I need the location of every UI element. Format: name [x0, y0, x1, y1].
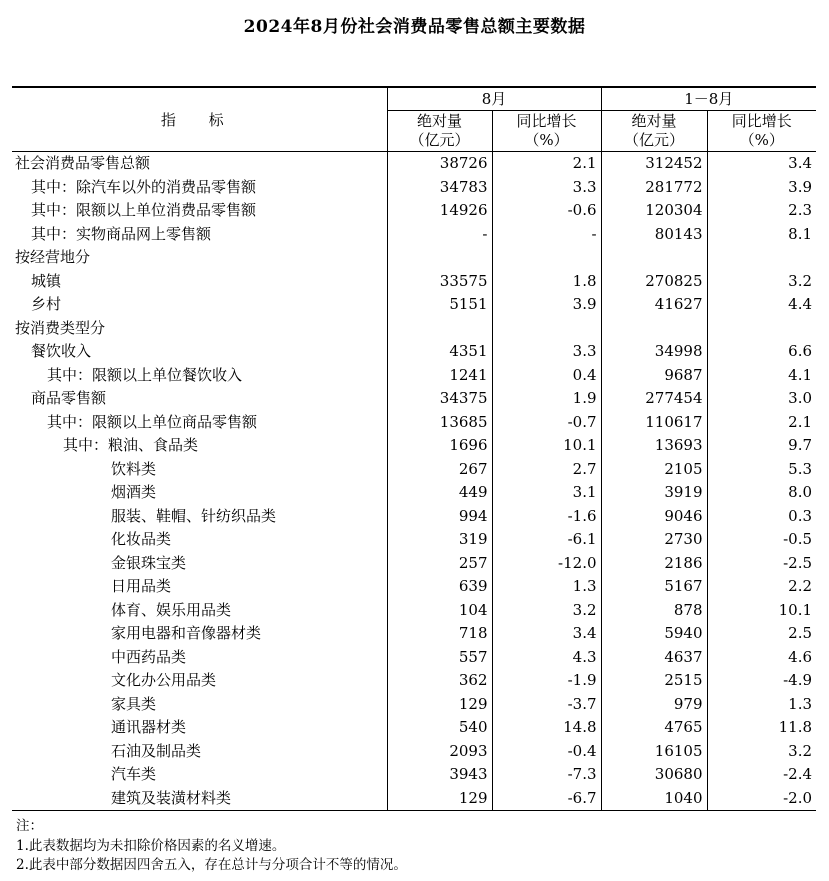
ytd-yoy-value [707, 246, 816, 270]
ytd-yoy-value [707, 317, 816, 341]
row-label: 家用电器和音像器材类 [111, 624, 262, 642]
aug-abs-value: 129 [387, 787, 492, 811]
ytd-abs-value: 80143 [601, 223, 707, 247]
aug-yoy-value: 0.4 [492, 364, 601, 388]
aug-yoy-value: 14.8 [492, 716, 601, 740]
aug-abs-header [387, 111, 492, 152]
yoy-label: 同比增长 [516, 112, 577, 130]
ytd-yoy-value: 3.0 [707, 387, 816, 411]
aug-abs-value: 319 [387, 528, 492, 552]
ytd-yoy-value: -0.5 [707, 528, 816, 552]
aug-yoy-value [492, 246, 601, 270]
table-row [12, 599, 816, 623]
table-row [12, 317, 816, 341]
ytd-yoy-value: 3.9 [707, 176, 816, 200]
row-label: 餐饮收入 [31, 342, 92, 360]
aug-abs-value: 5151 [387, 293, 492, 317]
ytd-yoy-value: -2.0 [707, 787, 816, 811]
aug-abs-value: 13685 [387, 411, 492, 435]
aug-yoy-value: 2.7 [492, 458, 601, 482]
table-row [12, 387, 816, 411]
row-label: 金银珠宝类 [111, 553, 187, 572]
aug-abs-value: 38726 [387, 152, 492, 176]
aug-yoy-value: -0.6 [492, 199, 601, 223]
aug-abs-value: 718 [387, 622, 492, 646]
row-label: 石油及制品类 [111, 741, 202, 760]
aug-yoy-value: - [492, 223, 601, 247]
ytd-abs-value: 34998 [601, 340, 707, 364]
footnotes [16, 817, 407, 876]
ytd-yoy-value: 2.5 [707, 622, 816, 646]
ytd-abs-value: 41627 [601, 293, 707, 317]
ytd-abs-value: 110617 [601, 411, 707, 435]
ytd-yoy-value: 4.6 [707, 646, 816, 670]
table-row [12, 411, 816, 435]
table-row [12, 528, 816, 552]
aug-abs-value: 449 [387, 481, 492, 505]
table-row [12, 458, 816, 482]
row-label: 其中：限额以上单位商品零售额 [47, 412, 258, 431]
ytd-abs-value: 979 [601, 693, 707, 717]
row-label: 其中：限额以上单位消费品零售额 [31, 201, 257, 219]
aug-yoy-value: 3.3 [492, 176, 601, 200]
row-label: 烟酒类 [111, 483, 157, 501]
row-label: 商品零售额 [31, 389, 107, 407]
row-label: 饮料类 [111, 459, 157, 478]
aug-abs-value: 4351 [387, 340, 492, 364]
row-label: 社会消费品零售总额 [15, 154, 151, 172]
table-row [12, 481, 816, 505]
aug-yoy-value: 3.4 [492, 622, 601, 646]
table-row [12, 646, 816, 670]
footnote-1: 1.此表数据均为未扣除价格因素的名义增速。 [16, 837, 286, 854]
ytd-yoy-value: -4.9 [707, 669, 816, 693]
ytd-abs-value: 4765 [601, 716, 707, 740]
aug-yoy-value: 3.3 [492, 340, 601, 364]
aug-yoy-value: -0.4 [492, 740, 601, 764]
ytd-yoy-value: 10.1 [707, 599, 816, 623]
aug-yoy-value: -6.1 [492, 528, 601, 552]
aug-abs-value: 639 [387, 575, 492, 599]
ytd-yoy-value: 2.1 [707, 411, 816, 435]
aug-abs-value: 557 [387, 646, 492, 670]
ytd-abs-value: 270825 [601, 270, 707, 294]
table-row [12, 434, 816, 458]
row-label: 通讯器材类 [111, 718, 187, 736]
aug-yoy-value: 3.2 [492, 599, 601, 623]
aug-yoy-header [492, 111, 601, 152]
row-label: 城镇 [31, 271, 62, 290]
ytd-abs-value: 1040 [601, 787, 707, 811]
aug-yoy-value: -12.0 [492, 552, 601, 576]
row-label: 服装、鞋帽、针纺织品类 [111, 506, 277, 525]
period-aug-header: 8月 [387, 87, 601, 111]
table-row [12, 152, 816, 176]
row-label: 日用品类 [111, 577, 172, 595]
table-row [12, 693, 816, 717]
aug-yoy-value: -3.7 [492, 693, 601, 717]
ytd-yoy-value: 6.6 [707, 340, 816, 364]
aug-abs-value: 362 [387, 669, 492, 693]
table-row [12, 740, 816, 764]
table-header [12, 87, 816, 152]
ytd-abs-value: 120304 [601, 199, 707, 223]
aug-yoy-value [492, 317, 601, 341]
aug-yoy-value: -1.6 [492, 505, 601, 529]
table-row [12, 716, 816, 740]
abs-label: 绝对量 [416, 112, 462, 130]
table-row [12, 293, 816, 317]
aug-abs-value: 3943 [387, 763, 492, 787]
table-row [12, 176, 816, 200]
row-label: 其中：限额以上单位餐饮收入 [47, 365, 243, 384]
ytd-abs-value [601, 317, 707, 341]
ytd-yoy-value: 4.1 [707, 364, 816, 388]
ytd-yoy-value: 11.8 [707, 716, 816, 740]
aug-abs-value: 257 [387, 552, 492, 576]
ytd-abs-value: 2515 [601, 669, 707, 693]
aug-yoy-value: -6.7 [492, 787, 601, 811]
aug-abs-value [387, 317, 492, 341]
aug-abs-value: 2093 [387, 740, 492, 764]
ytd-abs-value: 277454 [601, 387, 707, 411]
row-label: 建筑及装潢材料类 [12, 787, 387, 811]
footnote-2: 2.此表中部分数据因四舍五入，存在总计与分项合计不等的情况。 [16, 857, 407, 873]
table-row [12, 787, 816, 811]
ytd-abs-value: 13693 [601, 434, 707, 458]
abs-label: 绝对量 [631, 112, 677, 130]
ytd-abs-value: 4637 [601, 646, 707, 670]
table-row [12, 622, 816, 646]
aug-yoy-value: 4.3 [492, 646, 601, 670]
row-label: 其中：除汽车以外的消费品零售额 [31, 177, 257, 196]
ytd-yoy-value: 3.2 [707, 740, 816, 764]
aug-yoy-value: 2.1 [492, 152, 601, 176]
indicator-header: 指 标 [12, 87, 387, 152]
yoy-unit-label: （%） [524, 131, 569, 149]
aug-abs-value: 1696 [387, 434, 492, 458]
ytd-abs-value: 2730 [601, 528, 707, 552]
aug-yoy-value: 10.1 [492, 434, 601, 458]
row-label: 汽车类 [111, 765, 157, 783]
ytd-abs-value: 5167 [601, 575, 707, 599]
ytd-yoy-value: 4.4 [707, 293, 816, 317]
ytd-yoy-value: 1.3 [707, 693, 816, 717]
aug-yoy-value: 1.3 [492, 575, 601, 599]
aug-yoy-value: -7.3 [492, 763, 601, 787]
table-row [12, 669, 816, 693]
ytd-abs-value: 5940 [601, 622, 707, 646]
ytd-abs-header [601, 111, 707, 152]
row-label: 家具类 [111, 694, 157, 713]
table-row [12, 505, 816, 529]
ytd-abs-value: 2186 [601, 552, 707, 576]
aug-abs-value [387, 246, 492, 270]
ytd-yoy-value: 8.0 [707, 481, 816, 505]
aug-abs-value: 129 [387, 693, 492, 717]
row-label: 体育、娱乐用品类 [111, 600, 232, 619]
table-row [12, 246, 816, 270]
aug-abs-value: 33575 [387, 270, 492, 294]
row-label: 乡村 [31, 295, 62, 313]
aug-abs-value: - [387, 223, 492, 247]
ytd-yoy-header [707, 111, 816, 152]
ytd-yoy-value: 5.3 [707, 458, 816, 482]
row-label: 其中：实物商品网上零售额 [31, 224, 212, 243]
table-row [12, 223, 816, 247]
aug-yoy-value: -1.9 [492, 669, 601, 693]
ytd-yoy-value: -2.4 [707, 763, 816, 787]
row-label: 按消费类型分 [15, 318, 106, 337]
ytd-yoy-value: -2.5 [707, 552, 816, 576]
ytd-abs-value: 3919 [601, 481, 707, 505]
ytd-yoy-value: 0.3 [707, 505, 816, 529]
abs-unit-label: （亿元） [624, 131, 685, 149]
table-row [12, 340, 816, 364]
table-row [12, 270, 816, 294]
row-label: 其中：粮油、食品类 [63, 436, 199, 454]
aug-yoy-value: 1.9 [492, 387, 601, 411]
ytd-abs-value: 2105 [601, 458, 707, 482]
aug-yoy-value: -0.7 [492, 411, 601, 435]
row-label: 化妆品类 [111, 530, 172, 548]
aug-yoy-value: 1.8 [492, 270, 601, 294]
aug-abs-value: 540 [387, 716, 492, 740]
ytd-yoy-value: 3.4 [707, 152, 816, 176]
table-row [12, 552, 816, 576]
abs-unit-label: （亿元） [409, 131, 470, 149]
yoy-label: 同比增长 [731, 112, 792, 130]
aug-abs-value: 1241 [387, 364, 492, 388]
period-ytd-header: 1－8月 [601, 87, 816, 111]
ytd-abs-value: 9046 [601, 505, 707, 529]
yoy-unit-label: （%） [739, 131, 784, 149]
ytd-abs-value: 312452 [601, 152, 707, 176]
table-row [12, 364, 816, 388]
row-label: 文化办公用品类 [111, 671, 217, 689]
aug-abs-value: 994 [387, 505, 492, 529]
footnote-heading: 注： [16, 818, 43, 834]
table-row [12, 763, 816, 787]
ytd-abs-value [601, 246, 707, 270]
ytd-abs-value: 16105 [601, 740, 707, 764]
row-label: 中西药品类 [111, 647, 187, 666]
page-title: 2024年8月份社会消费品零售总额主要数据 [243, 17, 586, 37]
aug-abs-value: 104 [387, 599, 492, 623]
ytd-yoy-value: 9.7 [707, 434, 816, 458]
aug-abs-value: 34375 [387, 387, 492, 411]
ytd-yoy-value: 8.1 [707, 223, 816, 247]
ytd-abs-value: 9687 [601, 364, 707, 388]
table-row [12, 199, 816, 223]
table-body [12, 152, 816, 811]
ytd-abs-value: 281772 [601, 176, 707, 200]
ytd-yoy-value: 2.3 [707, 199, 816, 223]
table-row [12, 575, 816, 599]
ytd-abs-value: 878 [601, 599, 707, 623]
row-label: 按经营地分 [15, 248, 91, 266]
aug-abs-value: 14926 [387, 199, 492, 223]
aug-abs-value: 267 [387, 458, 492, 482]
ytd-yoy-value: 2.2 [707, 575, 816, 599]
aug-yoy-value: 3.9 [492, 293, 601, 317]
ytd-yoy-value: 3.2 [707, 270, 816, 294]
aug-abs-value: 34783 [387, 176, 492, 200]
retail-sales-table [12, 86, 816, 811]
aug-yoy-value: 3.1 [492, 481, 601, 505]
ytd-abs-value: 30680 [601, 763, 707, 787]
